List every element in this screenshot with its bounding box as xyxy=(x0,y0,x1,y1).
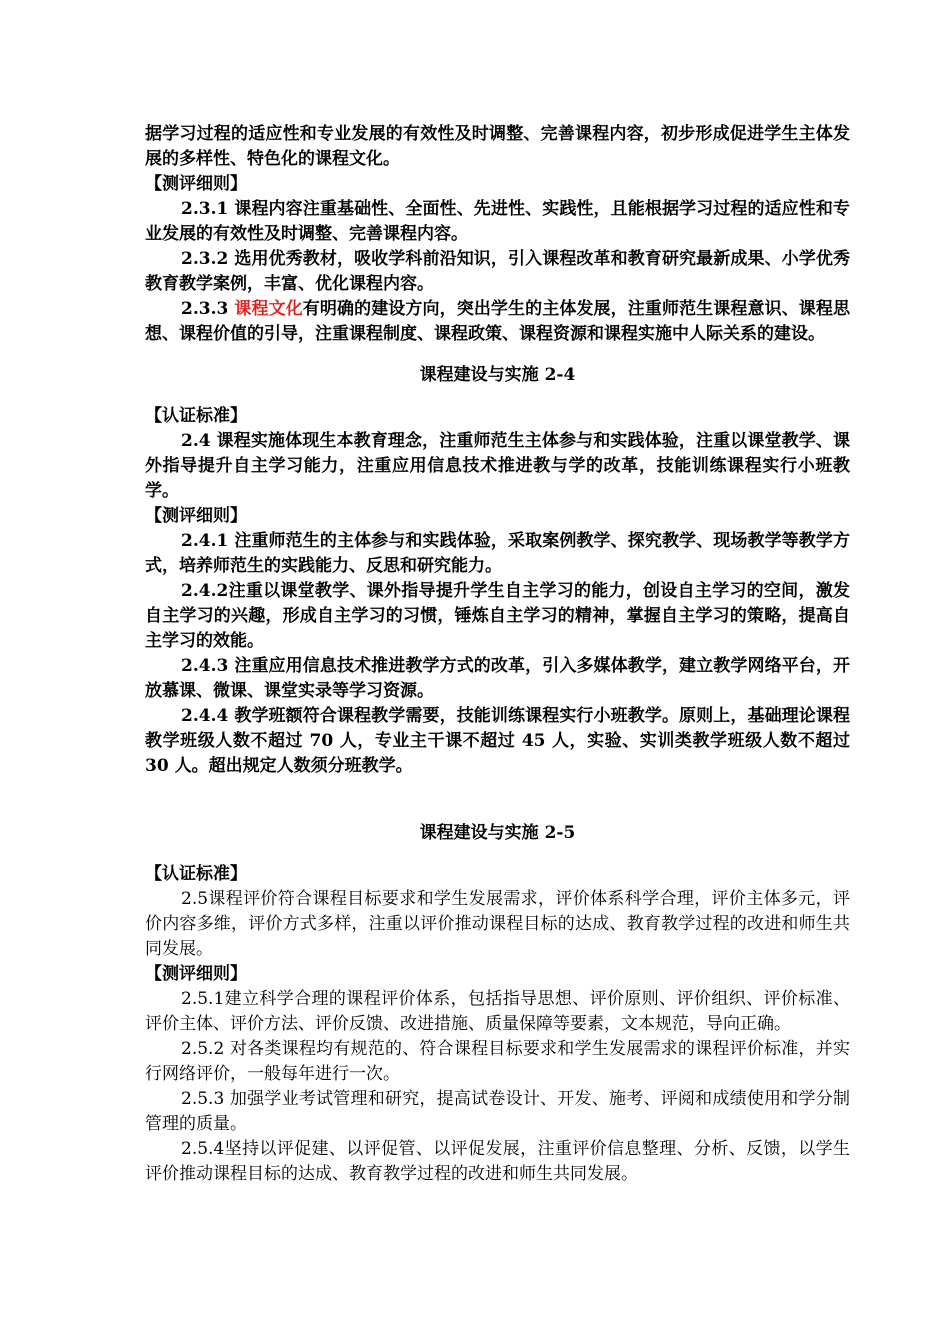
sec24-rule-3: 2.4.3 注重应用信息技术推进教学方式的改革，引入多媒体教学，建立教学网络平台，开放慕课、微课、课堂实录等学习资源。 xyxy=(145,656,850,701)
sec25-rule-1: 2.5.1建立科学合理的课程评价体系，包括指导思想、评价原则、评价组织、评价标准、评价主体、评价方法、评价反馈、改进措施、质量保障等要素，文本规范，导向正确。 xyxy=(145,989,850,1034)
sec24-rules-label: 【测评细则】 xyxy=(145,506,247,526)
sec23-rule-1: 2.3.1 课程内容注重基础性、全面性、先进性、实践性，且能根据学习过程的适应性和专业发展的有效性及时调整、完善课程内容。 xyxy=(145,199,850,244)
sec23-rule-3-highlight: 课程文化 xyxy=(234,299,303,319)
sec25-standard: 2.5课程评价符合课程目标要求和学生发展需求，评价体系科学合理，评价主体多元，评价内容多维，评价方式多样，注重以评价推动课程目标的达成、教育教学过程的改进和师生共同发展。 xyxy=(145,889,850,959)
sec24-standard-label: 【认证标准】 xyxy=(145,406,247,426)
sec24-rule-2: 2.4.2注重以课堂教学、课外指导提升学生自主学习的能力，创设自主学习的空间，激发自主学习的兴趣，形成自主学习的习惯，锤炼自主学习的精神，掌握自主学习的策略，提高自主学习的效能。 xyxy=(145,581,850,651)
document-page xyxy=(145,122,850,1187)
sec23-rule-3 xyxy=(145,297,850,347)
sec25-rule-2: 2.5.2 对各类课程均有规范的、符合课程目标要求和学生发展需求的课程评价标准，并实行网络评价，一般每年进行一次。 xyxy=(145,1039,850,1084)
sec24-standard: 2.4 课程实施体现生本教育理念，注重师范生主体参与和实践体验，注重以课堂教学、课外指导提升自主学习能力，注重应用信息技术推进教与学的改革，技能训练课程实行小班教学。 xyxy=(145,431,850,501)
sec25-title: 课程建设与实施 2-5 xyxy=(419,823,576,843)
sec24-rule-1: 2.4.1 注重师范生的主体参与和实践体验，采取案例教学、探究教学、现场教学等教学方式，培养师范生的实践能力、反思和研究能力。 xyxy=(145,531,850,576)
sec24-rule-4: 2.4.4 教学班额符合课程教学需要，技能训练课程实行小班教学。原则上，基础理论课程教学班级人数不超过 70 人，专业主干课不超过 45 人，实验、实训类教学班级人数不超过 30 人。超出规定人数须分班教学。 xyxy=(145,706,850,776)
sec23-rule-2: 2.3.2 选用优秀教材，吸收学科前沿知识，引入课程改革和教育研究最新成果、小学优秀教育教学案例，丰富、优化课程内容。 xyxy=(145,249,850,294)
sec24-title: 课程建设与实施 2-4 xyxy=(419,365,576,385)
sec25-rule-4: 2.5.4坚持以评促建、以评促管、以评促发展，注重评价信息整理、分析、反馈，以学生评价推动课程目标的达成、教育教学过程的改进和师生共同发展。 xyxy=(145,1139,850,1184)
sec23-rule-3-text: 有明确的建设方向，突出学生的主体发展，注重师范生课程意识、课程思想、课程价值的引导，注重课程制度、课程政策、课程资源和课程实施中人际关系的建设。 xyxy=(145,299,851,344)
sec23-intro: 据学习过程的适应性和专业发展的有效性及时调整、完善课程内容，初步形成促进学生主体发展的多样性、特色化的课程文化。 xyxy=(145,124,850,169)
sec25-rule-3: 2.5.3 加强学业考试管理和研究，提高试卷设计、开发、施考、评阅和成绩使用和学分制管理的质量。 xyxy=(145,1089,850,1134)
sec25-standard-label: 【认证标准】 xyxy=(145,864,247,884)
sec25-rules-label: 【测评细则】 xyxy=(145,964,247,984)
sec23-rule-3-number: 2.3.3 xyxy=(181,299,235,319)
sec23-rules-label: 【测评细则】 xyxy=(145,174,247,194)
